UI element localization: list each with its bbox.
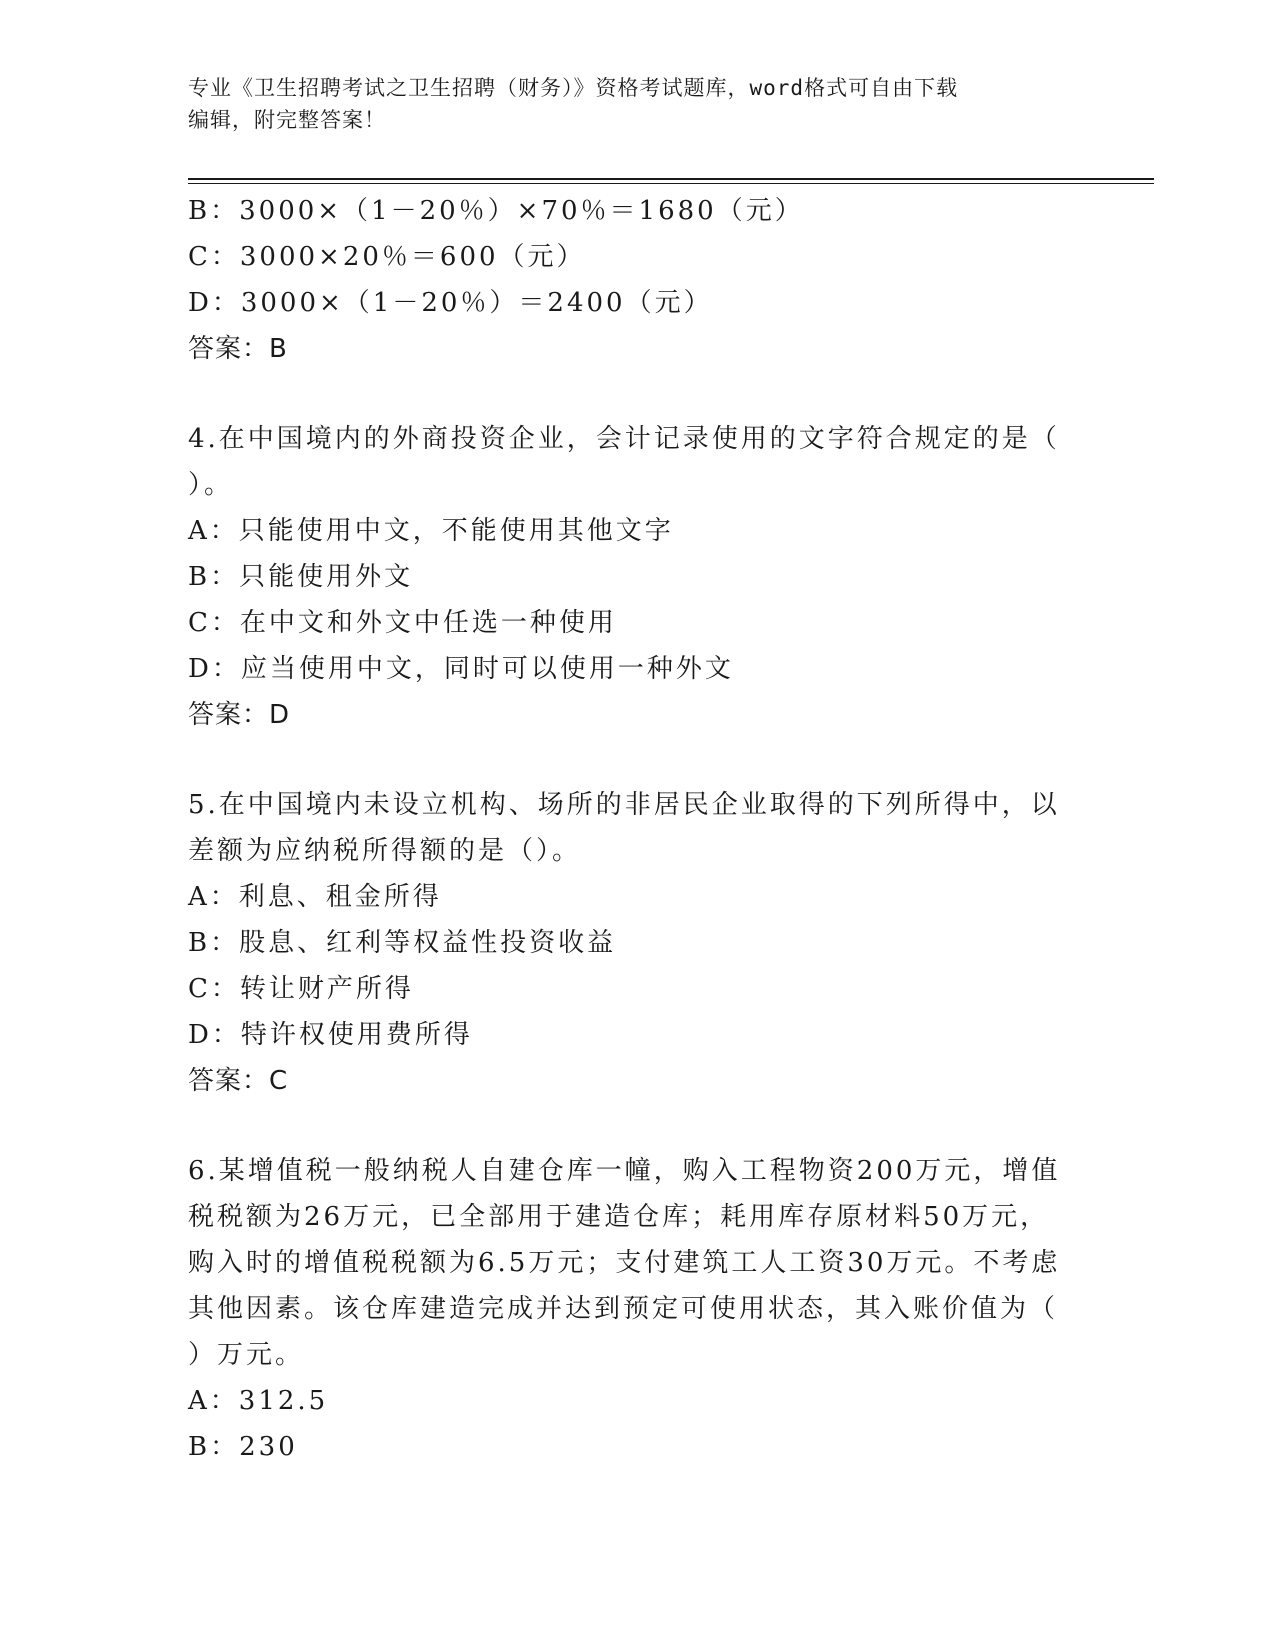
option-c: C：转让财产所得 xyxy=(188,974,414,1004)
spacer xyxy=(188,738,1088,782)
question-5 xyxy=(188,782,1088,1104)
option-c: C：在中文和外文中任选一种使用 xyxy=(188,608,617,638)
option-c: C：3000×20％＝600（元） xyxy=(188,242,586,272)
question-stem: ）。 xyxy=(188,470,234,500)
answer: 答案：D xyxy=(188,700,291,730)
header-divider-thick xyxy=(188,178,1154,180)
option-a: A：利息、租金所得 xyxy=(188,882,442,912)
question-4 xyxy=(188,416,1088,738)
option-d: D：特许权使用费所得 xyxy=(188,1020,473,1050)
question-stem: 差额为应纳税所得额的是（）。 xyxy=(188,836,582,866)
option-d: D：应当使用中文，同时可以使用一种外文 xyxy=(188,654,734,684)
question-stem: 税税额为26万元，已全部用于建造仓库；耗用库存原材料50万元， xyxy=(188,1202,1050,1232)
option-a: A：312.5 xyxy=(188,1386,329,1416)
option-d: D：3000×（1－20％）＝2400（元） xyxy=(188,288,713,318)
page-header xyxy=(188,72,1068,136)
option-b: B：股息、红利等权益性投资收益 xyxy=(188,928,617,958)
option-b: B：只能使用外文 xyxy=(188,562,414,592)
header-line-1: 专业《卫生招聘考试之卫生招聘（财务）》资格考试题库，word格式可自由下载 xyxy=(188,76,959,100)
header-line-2: 编辑，附完整答案！ xyxy=(188,108,386,132)
spacer xyxy=(188,372,1088,416)
option-b: B：3000×（1－20％）×70％＝1680（元） xyxy=(188,196,804,226)
question-stem: 6.某增值税一般纳税人自建仓库一幢，购入工程物资200万元，增值 xyxy=(188,1156,1061,1186)
question-stem: 4.在中国境内的外商投资企业，会计记录使用的文字符合规定的是（ xyxy=(188,424,1060,454)
option-b: B：230 xyxy=(188,1432,298,1462)
answer: 答案：C xyxy=(188,1066,289,1096)
header-divider-thin xyxy=(188,183,1154,184)
question-stem: 5.在中国境内未设立机构、场所的非居民企业取得的下列所得中，以 xyxy=(188,790,1060,820)
question-stem: ）万元。 xyxy=(188,1340,305,1370)
answer: 答案：B xyxy=(188,334,288,364)
question-6 xyxy=(188,1148,1088,1470)
question-stem: 购入时的增值税税额为6.5万元；支付建筑工人工资30万元。不考虑 xyxy=(188,1248,1061,1278)
question-stem: 其他因素。该仓库建造完成并达到预定可使用状态，其入账价值为（ xyxy=(188,1294,1059,1324)
question-3 xyxy=(188,188,1088,372)
option-a: A：只能使用中文，不能使用其他文字 xyxy=(188,516,674,546)
document-body xyxy=(188,188,1088,1470)
spacer xyxy=(188,1104,1088,1148)
